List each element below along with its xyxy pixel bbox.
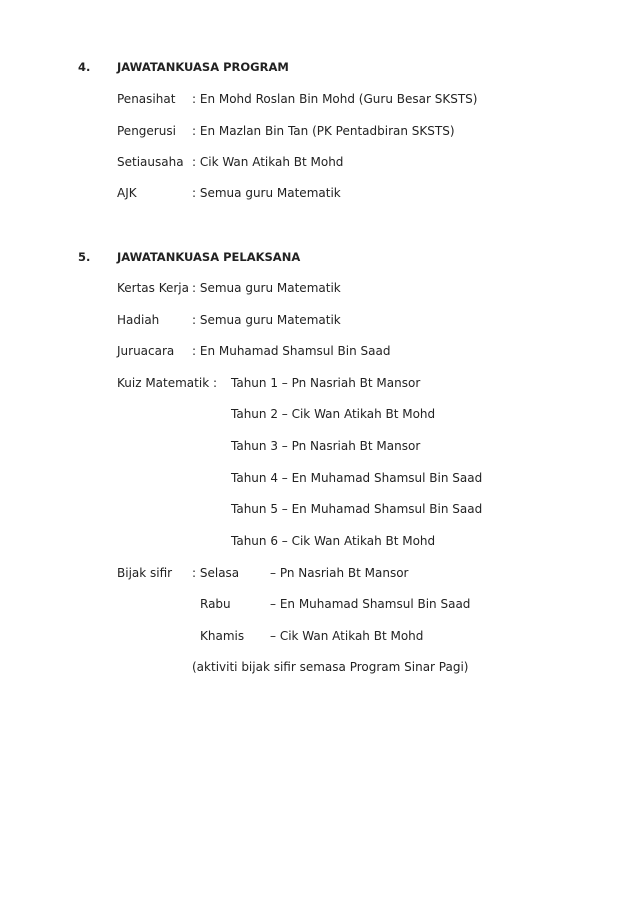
row-label: AJK: [117, 186, 137, 200]
row-value: : Semua guru Matematik: [192, 186, 341, 200]
row-label: Penasihat: [117, 92, 176, 106]
kuiz-item: Tahun 6 – Cik Wan Atikah Bt Mohd: [231, 534, 436, 548]
bijak-label: Bijak sifir: [117, 566, 173, 580]
bijak-person: – En Muhamad Shamsul Bin Saad: [270, 597, 471, 611]
row-value: : En Mohd Roslan Bin Mohd (Guru Besar SKSTS): [192, 92, 478, 106]
bijak-day: : Selasa: [192, 566, 240, 580]
row-label: Juruacara: [117, 344, 175, 358]
row-value: : En Mazlan Bin Tan (PK Pentadbiran SKSTS): [192, 124, 455, 138]
row-value: : Cik Wan Atikah Bt Mohd: [192, 155, 344, 169]
bijak-person: – Pn Nasriah Bt Mansor: [270, 566, 409, 580]
bijak-day: Khamis: [200, 629, 245, 643]
row-value: : Semua guru Matematik: [192, 281, 341, 295]
kuiz-item: Tahun 4 – En Muhamad Shamsul Bin Saad: [231, 471, 483, 485]
kuiz-item: Tahun 5 – En Muhamad Shamsul Bin Saad: [231, 502, 483, 516]
section5-title: JAWATANKUASA PELAKSANA: [117, 250, 301, 264]
bijak-person: – Cik Wan Atikah Bt Mohd: [270, 629, 424, 643]
row-value: : En Muhamad Shamsul Bin Saad: [192, 344, 391, 358]
row-label: Hadiah: [117, 313, 160, 327]
row-label: Pengerusi: [117, 124, 176, 138]
kuiz-item: Tahun 3 – Pn Nasriah Bt Mansor: [231, 439, 421, 453]
section4-title: JAWATANKUASA PROGRAM: [117, 60, 289, 74]
section4-number: 4.: [78, 60, 91, 74]
kuiz-item: Tahun 1 – Pn Nasriah Bt Mansor: [231, 376, 421, 390]
row-label: Kertas Kerja: [117, 281, 189, 295]
kuiz-label: Kuiz Matematik :: [117, 376, 218, 390]
row-value: : Semua guru Matematik: [192, 313, 341, 327]
bijak-day: Rabu: [200, 597, 231, 611]
bijak-note: (aktiviti bijak sifir semasa Program Sinar Pagi): [192, 660, 469, 674]
section5-number: 5.: [78, 250, 91, 264]
row-label: Setiausaha: [117, 155, 184, 169]
kuiz-item: Tahun 2 – Cik Wan Atikah Bt Mohd: [231, 407, 436, 421]
